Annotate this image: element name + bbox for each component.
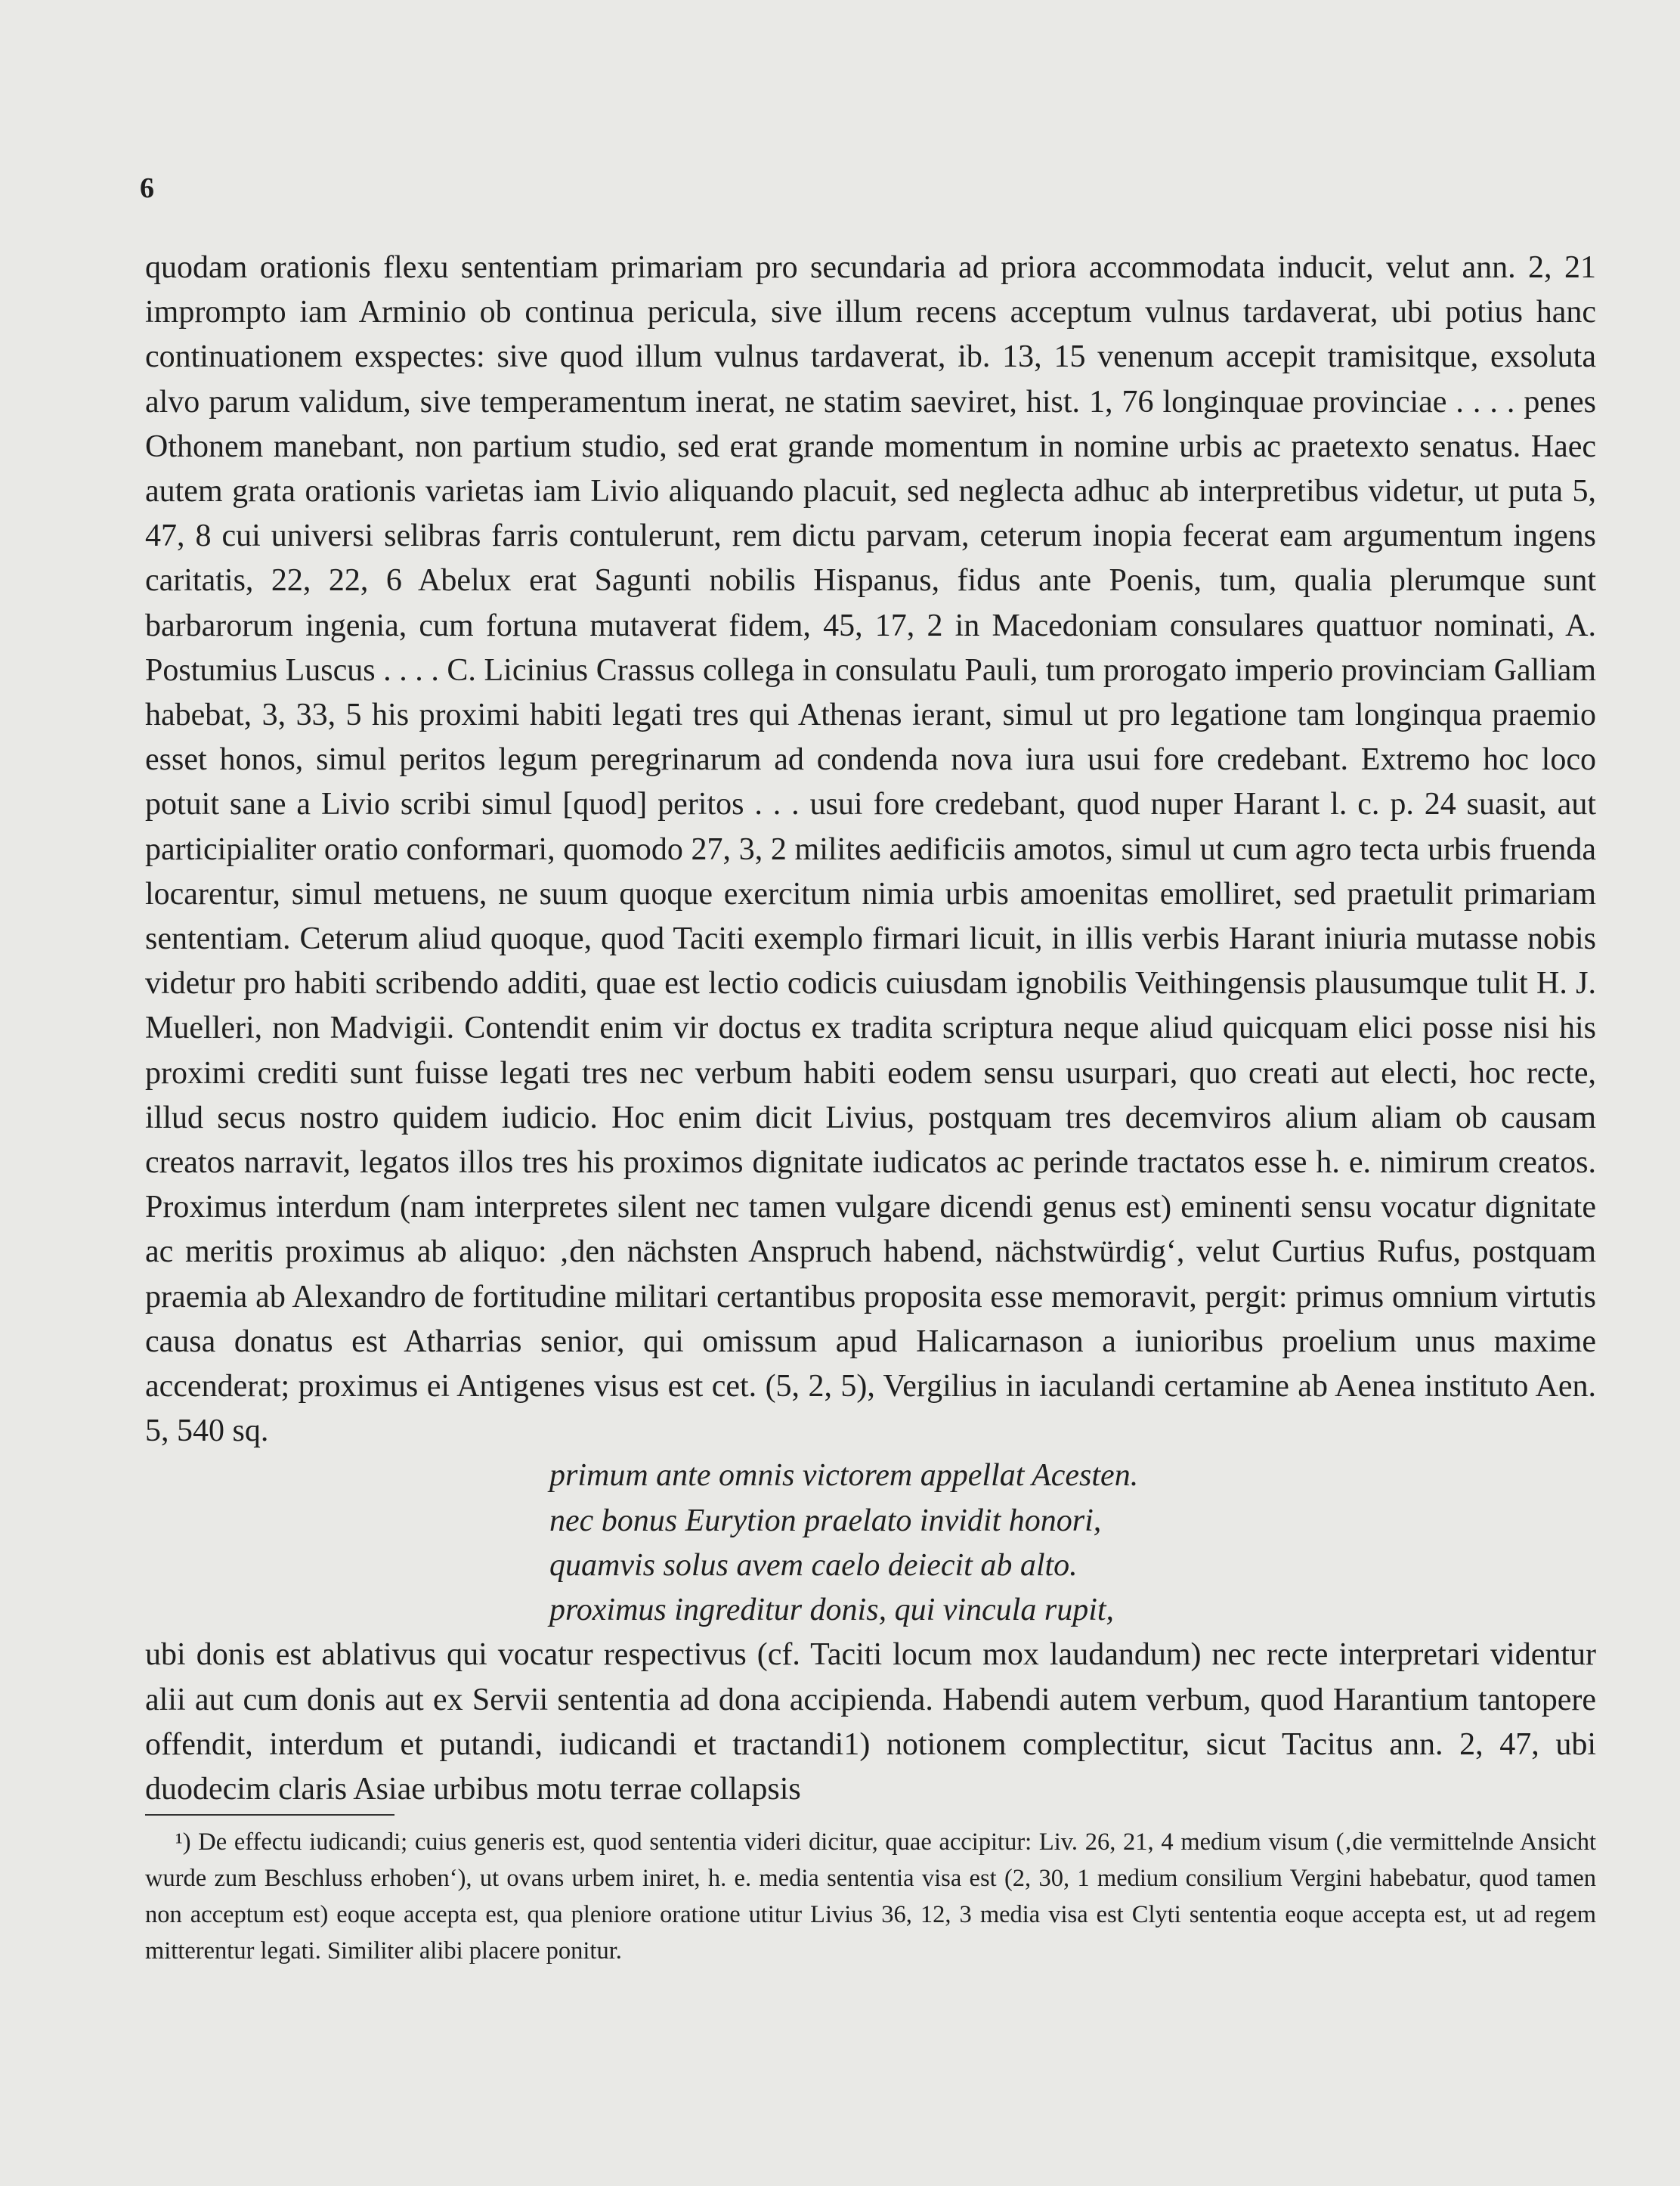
verse-line: primum ante omnis victorem appellat Acesten.: [549, 1458, 1139, 1494]
paragraph: quodam orationis flexu sententiam primariam pro secundaria ad priora accommodata inducit, velut ann. 2, 21 imprompto iam Arminio ob continua pericula, sive illum recens acceptum vulnus tardaverat, ubi potius hanc continuationem exspectes: sive quod illum vulnus tardaverat, ib. 13, 15 venenum accepit tramisitque, exsoluta alvo parum validum, sive temperamentum inerat, ne statim saeviret, hist. 1, 76 longinquae provinciae . . . . penes Othonem manebant, non partium studio, sed erat grande momentum in nomine urbis ac praetexto senatus. Haec autem grata orationis varietas iam Livio aliquando placuit, sed neglecta adhuc ab interpretibus videtur, ut puta 5, 47, 8 cui universi selibras farris contulerunt, rem dictu parvam, ceterum inopia fecerat eam argumentum ingens caritatis, 22, 22, 6 Abelux erat Sagunti nobilis Hispanus, fidus ante Poenis, tum, qualia plerumque sunt barbarorum ingenia, cum fortuna mutaverat fidem, 45, 17, 2 in Macedoniam consulares quattuor nominati, A. Postumius Luscus . . . . C. Licinius Crassus collega in consulatu Pauli, tum prorogato imperio provinciam Galliam habebat, 3, 33, 5 his proximi habiti legati tres qui Athenas ierant, simul ut pro legatione tam longinqua praemio esset honos, simul peritos legum peregrinarum ad condenda nova iura usui fore credebant. Extremo hoc loco potuit sane a Livio scribi simul [quod] peritos . . . usui fore credebant, quod nuper Harant l. c. p. 24 suasit, aut participialiter oratio conformari, quomodo 27, 3, 2 milites aedificiis amotos, simul ut cum agro tecta urbis fruenda locarentur, simul metuens, ne suum quoque exercitum nimia urbis amoenitas emolliret, sed praetulit primariam sententiam. Ceterum aliud quoque, quod Taciti exemplo firmari licuit, in illis verbis Harant iniuria mutasse nobis videtur pro habiti scribendo additi, quae est lectio codicis cuiusdam ignobilis Veithingensis plausumque tulit H. J. Muelleri, non Madvigii. Contendit enim vir doctus ex tradita scriptura neque aliud quicquam elici posse nisi his proximi crediti sunt fuisse legati tres nec verbum habiti eodem sensu usurpari, quo creati aut electi, hoc recte, illud secus nostro quidem iudicio. Hoc enim dicit Livius, postquam tres decemviros alium aliam ob causam creatos narravit, legatos illos tres his proximos dignitate iudicatos ac perinde tractatos esse h. e. nimirum creatos. Proximus interdum (nam interpretes silent nec tamen vulgare dicendi genus est) eminenti sensu vocatur dignitate ac meritis proximus ab aliquo: ‚den nächsten Anspruch habend, nächstwürdig‘, velut Curtius Rufus, postquam praemia ab Alexandro de fortitudine militari certantibus proposita esse memoravit, pergit: primus omnium virtutis causa donatus est Atharrias senior, qui omissum apud Halicarnason a iunioribus proelium unus maxime accenderat; proximus ei Antigenes visus est cet. (5, 2, 5), Vergilius in iaculandi certamine ab Aenea instituto Aen. 5, 540 sq.: [145, 250, 1596, 1449]
verse-line: quamvis solus avem caelo deiecit ab alto.: [549, 1547, 1078, 1583]
verse-line: proximus ingreditur donis, qui vincula rupit,: [549, 1593, 1115, 1628]
paragraph: ubi donis est ablativus qui vocatur respectivus (cf. Taciti locum mox laudandum) nec recte interpretari videntur alii aut cum donis aut ex Servii sententia ad dona accipienda. Habendi autem verbum, quod Harantium tantopere offendit, interdum et putandi, iudicandi et tractandi1) notionem complectitur, sicut Tacitus ann. 2, 47, ubi duodecim claris Asiae urbibus motu terrae collapsis: [145, 1637, 1596, 1807]
main-text: [145, 246, 1596, 1812]
page-number: 6: [140, 172, 154, 204]
footnote-divider: [145, 1814, 394, 1816]
verse-line: nec bonus Eurytion praelato invidit honori,: [549, 1503, 1102, 1538]
verse-quotation: [549, 1454, 1596, 1633]
footnote: ¹) De effectu iudicandi; cuius generis est, quod sententia videri dicitur, quae accipitur: Liv. 26, 21, 4 medium visum (‚die vermittelnde Ansicht wurde zum Beschluss erhoben‘), ut ovans urbem iniret, h. e. media sententia visa est (2, 30, 1 medium consilium Vergini habebatur, quod tamen non acceptum est) eoque accepta est, qua pleniore oratione utitur Livius 36, 12, 3 media visa est Clyti sententia eoque accepta est, ut ad regem mitterentur legati. Similiter alibi placere ponitur.: [145, 1828, 1596, 1965]
